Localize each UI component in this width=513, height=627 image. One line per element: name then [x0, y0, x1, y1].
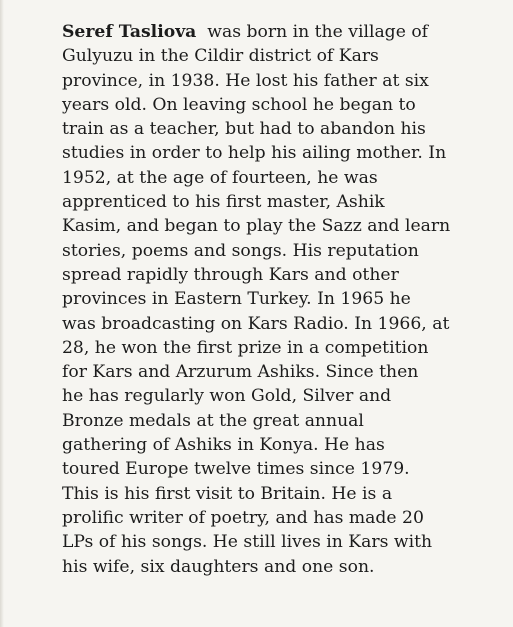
bio-line-20: This is his first visit to Britain. He is a: [62, 483, 393, 504]
bio-line-6: studies in order to help his ailing mother. In: [62, 143, 447, 164]
bio-line-1-text: was born in the village of: [196, 22, 429, 42]
biography-paragraph: [62, 20, 492, 579]
bio-line-1: [62, 20, 492, 44]
bio-line-11: spread rapidly through Kars and other: [62, 264, 399, 285]
bio-line-9: Kasim, and began to play the Sazz and learn: [62, 216, 451, 237]
bio-line-2: Gulyuzu in the Cildir district of Kars: [62, 46, 379, 67]
bio-line-4: years old. On leaving school he began to: [62, 94, 416, 115]
bio-line-17: Bronze medals at the great annual: [62, 410, 364, 431]
bio-line-3: province, in 1938. He lost his father at six: [62, 70, 429, 91]
bio-line-18: gathering of Ashiks in Konya. He has: [62, 435, 385, 456]
bio-line-22: LPs of his songs. He still lives in Kars with: [62, 532, 433, 553]
bio-line-16: he has regularly won Gold, Silver and: [62, 386, 392, 407]
bio-line-14: 28, he won the first prize in a competition: [62, 337, 429, 358]
bio-line-21: prolific writer of poetry, and has made 20: [62, 507, 424, 528]
artist-name: Seref Tasliova: [62, 22, 197, 42]
bio-line-8: apprenticed to his first master, Ashik: [62, 192, 385, 213]
page-edge-shadow: [0, 0, 4, 627]
bio-line-10: stories, poems and songs. His reputation: [62, 240, 419, 261]
bio-line-12: provinces in Eastern Turkey. In 1965 he: [62, 289, 411, 310]
bio-line-23: his wife, six daughters and one son.: [62, 556, 375, 577]
bio-line-7: 1952, at the age of fourteen, he was: [62, 167, 378, 188]
bio-line-15: for Kars and Arzurum Ashiks. Since then: [62, 362, 419, 383]
bio-line-19: toured Europe twelve times since 1979.: [62, 459, 410, 480]
bio-line-13: was broadcasting on Kars Radio. In 1966, at: [62, 313, 450, 334]
bio-line-5: train as a teacher, but had to abandon his: [62, 119, 426, 140]
